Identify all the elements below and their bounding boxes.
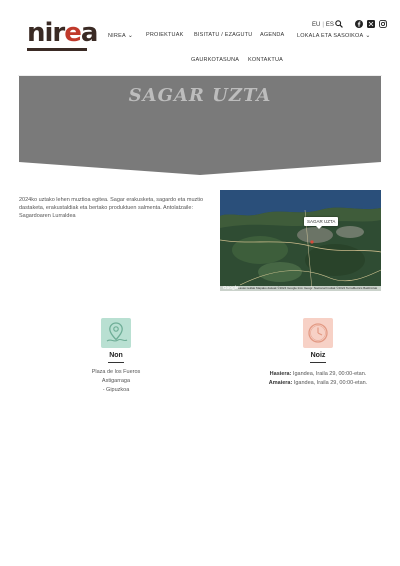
where-title: Non: [109, 352, 123, 359]
map-attribution: Laster-teklak Mapako datuak ©2024 Google Inst. Geogr. Nacional Irudiak ©2024 TerraMetrics Baldintzak: [220, 286, 381, 291]
event-map[interactable]: [220, 190, 381, 291]
when-end-value: Igandea, Iraila 29, 00:00-etan.: [293, 380, 368, 386]
nav-item-gaurkotasuna[interactable]: GAURKOTASUNA: [191, 57, 240, 63]
page-title: SAGAR UZTA: [128, 85, 272, 106]
twitter-icon[interactable]: [367, 20, 375, 28]
where-address-line-1: Plaza de los Fueros: [91, 369, 141, 375]
map-satellite-image: [220, 190, 381, 291]
location-pin-icon: [101, 318, 131, 348]
chevron-down-icon: ⌄: [365, 33, 371, 39]
when-title: Noiz: [310, 352, 326, 359]
when-divider: [310, 362, 326, 363]
lang-eu[interactable]: EU: [312, 22, 321, 28]
map-marker-popup[interactable]: SAGAR UZTA: [304, 217, 338, 226]
nav-item-kontaktua[interactable]: KONTAKTUA: [248, 57, 284, 63]
lang-es[interactable]: ES: [325, 22, 334, 28]
logo-text: nirea: [27, 18, 98, 48]
language-switcher: [312, 22, 334, 28]
search-icon[interactable]: [335, 20, 343, 28]
instagram-icon[interactable]: [379, 20, 387, 28]
hero-banner: [19, 76, 381, 176]
when-start: [248, 371, 388, 377]
nav-item-agenda[interactable]: AGENDA: [260, 32, 285, 38]
logo-underline: [27, 48, 87, 51]
google-logo: Google: [223, 285, 239, 290]
clock-icon: [303, 318, 333, 348]
chevron-down-icon: ⌄: [127, 33, 134, 39]
when-end: [248, 380, 388, 386]
facebook-icon[interactable]: [355, 20, 363, 28]
when-start-label: Hasiera:: [269, 371, 292, 377]
nav-item-bisitatu[interactable]: BISITATU / EZAGUTU: [194, 32, 253, 38]
where-divider: [108, 362, 124, 363]
nav-item-nirea[interactable]: NIREA ⌄: [108, 33, 134, 39]
main-nav-row-1: [0, 32, 400, 42]
header-icons: [335, 20, 387, 28]
site-header: [0, 0, 400, 80]
where-address-line-3: - Gipuzkoa: [102, 387, 130, 393]
when-end-label: Amaiera:: [268, 380, 293, 386]
main-nav-row-2: [0, 57, 400, 67]
where-address-line-2: Astigarraga: [101, 378, 131, 384]
event-description: 2024ko uztako lehen muztioa egitea. Sagar erakusketa, sagardo eta muztio dastaketa, erakustaldiak eta bertako produktuen salmenta. Antolatzaile: Sagardoaren Lurraldea: [19, 197, 204, 220]
lang-separator: |: [322, 22, 324, 28]
when-start-value: Igandea, Iraila 29, 00:00-etan.: [292, 371, 367, 377]
nav-item-lokala[interactable]: LOKALA ETA SASOIKOA ⌄: [297, 33, 371, 39]
nav-item-proiektuak[interactable]: PROIEKTUAK: [146, 32, 184, 38]
